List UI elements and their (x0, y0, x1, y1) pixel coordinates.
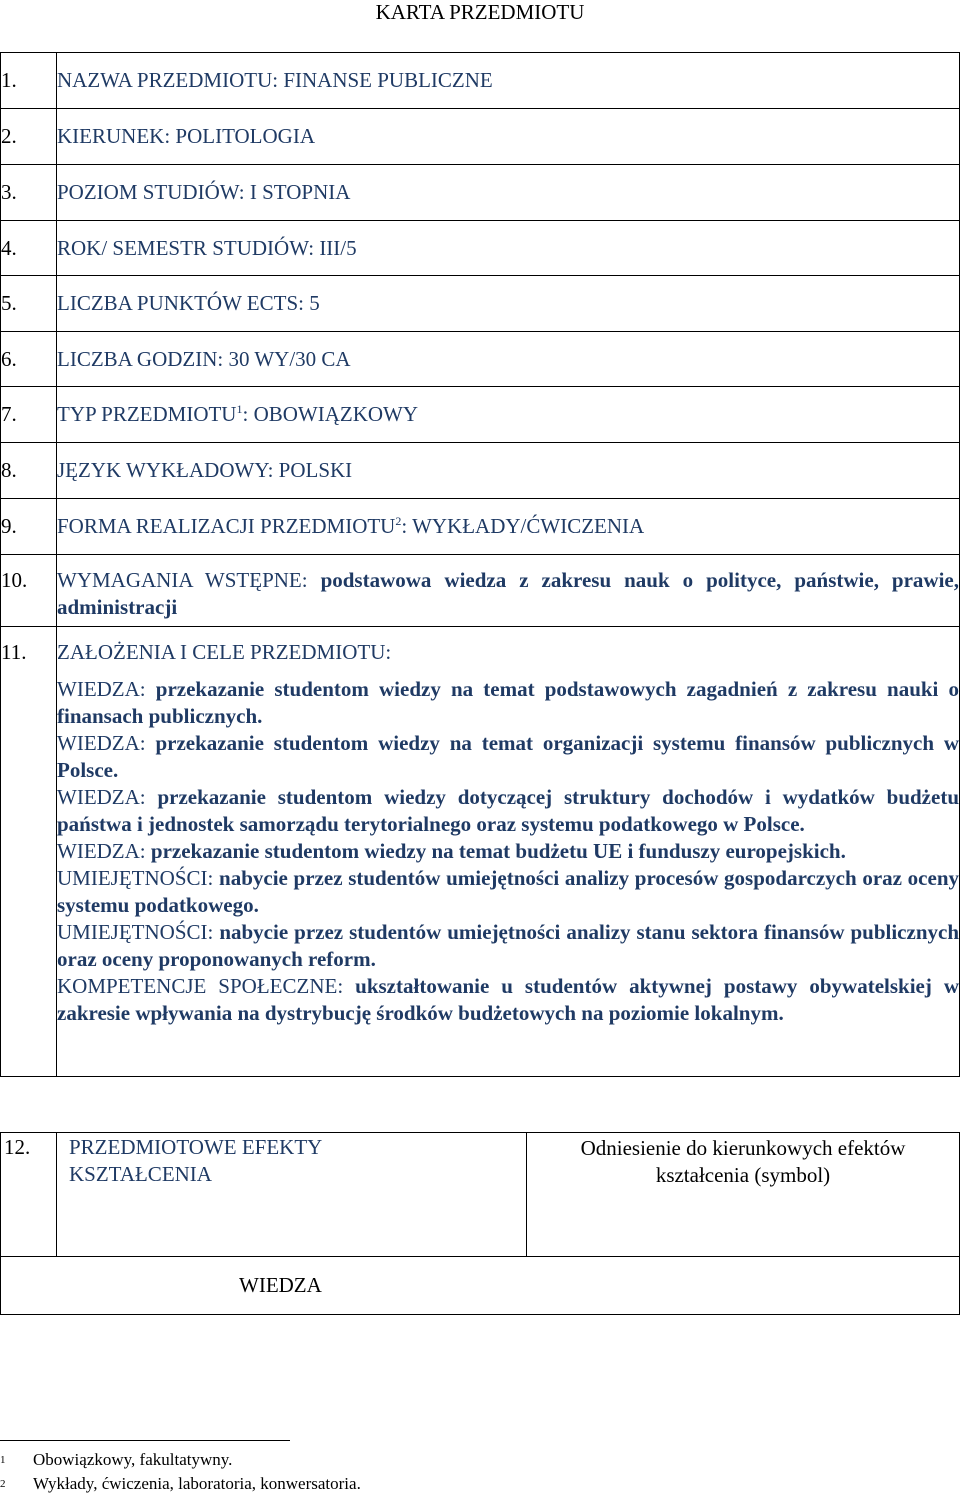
item-text: LICZBA GODZIN: 30 WY/30 CA (57, 332, 960, 387)
footnote-mark: 2 (0, 1478, 6, 1490)
course-item-row (1, 221, 960, 276)
goal-text: ukształtowanie u studentów aktywnej postawy obywatelskiej w zakresie wpływania na dystrybucję środków budżetowych na poziomie lokalnym. (57, 974, 959, 1025)
document-title: KARTA PRZEDMIOTU (375, 0, 585, 24)
goal-text: przekazanie studentom wiedzy dotyczącej struktury dochodów i wydatków budżetu państwa i jednostek samorządu terytorialnego oraz systemu podatkowego w Polsce. (57, 785, 959, 836)
course-item-row (1, 627, 960, 1077)
goal-item (57, 919, 959, 973)
goal-text: przekazanie studentom wiedzy na temat podstawowych zagadnień z zakresu nauki o finansach publicznych. (57, 677, 960, 728)
item-label: FORMA REALIZACJI PRZEDMIOTU (57, 514, 396, 538)
footnote-text: Wykłady, ćwiczenia, laboratoria, konwersatoria. (33, 1474, 361, 1493)
knowledge-section-label: WIEDZA (239, 1273, 322, 1297)
footnote-1 (0, 1448, 361, 1472)
goal-item (57, 676, 959, 730)
footnote-reference: 2 (395, 514, 402, 528)
item-number: 11. (1, 627, 57, 1077)
item-value: : WYKŁADY/ĆWICZENIA (401, 514, 645, 538)
footnote-2 (0, 1472, 361, 1496)
footnote-text: Obowiązkowy, fakultatywny. (33, 1450, 233, 1469)
footnote-reference: 1 (236, 402, 243, 416)
goal-label: WIEDZA: (57, 731, 146, 755)
course-item-row (1, 555, 960, 627)
item-text: JĘZYK WYKŁADOWY: POLSKI (57, 443, 960, 499)
learning-outcomes-table (0, 1132, 960, 1315)
item-text: LICZBA PUNKTÓW ECTS: 5 (57, 276, 960, 332)
goal-label: WIEDZA: (57, 785, 146, 809)
course-item-row (1, 276, 960, 332)
goal-item (57, 973, 959, 1027)
item-number: 12. (1, 1133, 57, 1257)
goal-text: przekazanie studentom wiedzy na temat budżetu UE i funduszy europejskich. (150, 839, 846, 863)
footnote-mark: 1 (0, 1454, 6, 1466)
footnotes (0, 1448, 361, 1496)
course-item-row (1, 443, 960, 499)
outcomes-heading: PRZEDMIOTOWE EFEKTY KSZTAŁCENIA (57, 1133, 527, 1257)
goal-item (57, 865, 959, 919)
item-number: 7. (1, 387, 57, 443)
item-number: 10. (1, 555, 57, 627)
goal-text: przekazanie studentom wiedzy na temat organizacji systemu finansów publicznych w Polsce. (57, 731, 960, 782)
footnote-separator (0, 1440, 290, 1441)
item-text (57, 387, 960, 443)
goal-item (57, 838, 959, 865)
item-number: 4. (1, 221, 57, 276)
item-number: 9. (1, 499, 57, 555)
item-number: 2. (1, 109, 57, 165)
item-number: 6. (1, 332, 57, 387)
item-text: KIERUNEK: POLITOLOGIA (57, 109, 960, 165)
goal-label: UMIEJĘTNOŚCI: (57, 866, 214, 890)
item-value: : OBOWIĄZKOWY (242, 402, 419, 426)
goals-cell (57, 627, 960, 1077)
prerequisites-label: WYMAGANIA WSTĘPNE: (57, 568, 308, 592)
item-number: 8. (1, 443, 57, 499)
course-item-row (1, 387, 960, 443)
goal-label: KOMPETENCJE SPOŁECZNE: (57, 974, 344, 998)
prerequisites-value: podstawowa wiedza z zakresu nauk o polityce, państwie, prawie, administracji (57, 568, 959, 619)
item-number: 3. (1, 165, 57, 221)
goals-heading: ZAŁOŻENIA I CELE PRZEDMIOTU: (57, 640, 392, 664)
item-text (57, 499, 960, 555)
goal-label: WIEDZA: (57, 839, 146, 863)
goal-text: nabycie przez studentów umiejętności analizy procesów gospodarczych oraz oceny systemu podatkowego. (57, 866, 959, 917)
course-item-row (1, 499, 960, 555)
course-item-row (1, 109, 960, 165)
goal-label: UMIEJĘTNOŚCI: (57, 920, 214, 944)
goals-list (57, 676, 959, 1027)
prerequisites-text (57, 555, 960, 627)
course-item-row (1, 53, 960, 109)
item-label: TYP PRZEDMIOTU (57, 402, 237, 426)
course-items-table (0, 52, 960, 1077)
goal-text: nabycie przez studentów umiejętności analizy stanu sektora finansów publicznych oraz oceny proponowanych reform. (57, 920, 959, 971)
course-item-row (1, 165, 960, 221)
goal-item (57, 784, 959, 838)
item-text: NAZWA PRZEDMIOTU: FINANSE PUBLICZNE (57, 53, 960, 109)
goal-item (57, 730, 959, 784)
item-text: ROK/ SEMESTR STUDIÓW: III/5 (57, 221, 960, 276)
item-text: POZIOM STUDIÓW: I STOPNIA (57, 165, 960, 221)
reference-heading: Odniesienie do kierunkowych efektów kształcenia (symbol) (527, 1133, 960, 1257)
course-item-row (1, 332, 960, 387)
item-number: 5. (1, 276, 57, 332)
item-number: 1. (1, 53, 57, 109)
goal-label: WIEDZA: (57, 677, 146, 701)
